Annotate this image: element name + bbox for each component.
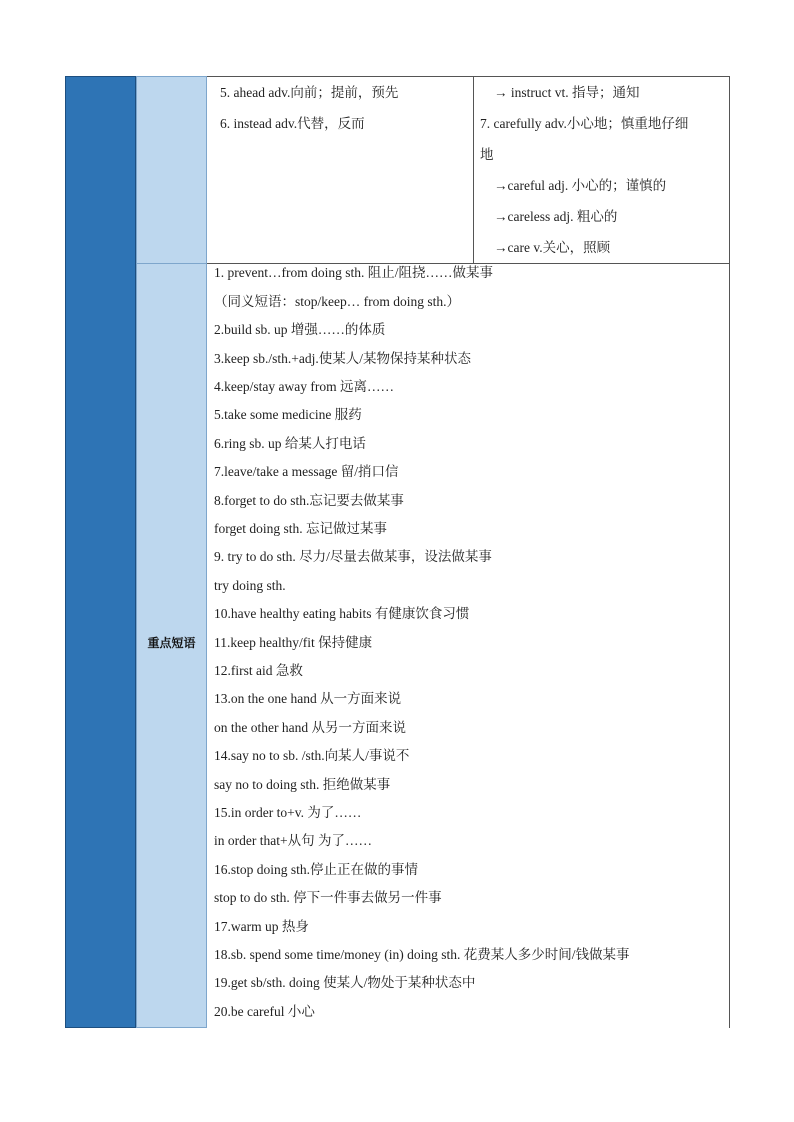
phrase-line: 8.forget to do sth.忘记要去做某事: [214, 493, 404, 508]
phrase-line: 9. try to do sth. 尽力/尽量去做某事，设法做某事: [214, 549, 492, 564]
phrase-line: say no to doing sth. 拒绝做某事: [214, 777, 391, 792]
phrase-line: 17.warm up 热身: [214, 919, 309, 934]
phrase-line: 14.say no to sb. /sth.向某人/事说不: [214, 748, 410, 763]
vocab-entry: 6. instead adv.代替，反而: [220, 116, 365, 131]
phrase-line: stop to do sth. 停下一件事去做另一件事: [214, 890, 442, 905]
phrase-line: （同义短语：stop/keep… from doing sth.）: [214, 294, 460, 309]
vocabulary-cell-left: [207, 77, 474, 263]
phrase-line: 18.sb. spend some time/money (in) doing sth. 花费某人多少时间/钱做某事: [214, 947, 630, 962]
key-phrases-row: [207, 264, 729, 1029]
vocab-entry: → instruct vt. 指导；通知: [494, 85, 640, 100]
phrase-line: in order that+从句 为了……: [214, 833, 372, 848]
vocab-entry: →careful adj. 小心的；谨慎的: [494, 178, 667, 193]
phrase-line: 6.ring sb. up 给某人打电话: [214, 436, 366, 451]
phrase-line: 5.take some medicine 服药: [214, 407, 362, 422]
phrase-line: 15.in order to+v. 为了……: [214, 805, 362, 820]
phrase-line: 7.leave/take a message 留/捎口信: [214, 464, 399, 479]
phrase-line: 19.get sb/sth. doing 使某人/物处于某种状态中: [214, 975, 476, 990]
vocab-entry: 5. ahead adv.向前；提前，预先: [220, 85, 399, 100]
section-color-bar: [65, 76, 136, 1028]
phrase-line: 3.keep sb./sth.+adj.使某人/某物保持某种状态: [214, 351, 471, 366]
phrase-line: 2.build sb. up 增强……的体质: [214, 322, 386, 337]
phrase-line: 11.keep healthy/fit 保持健康: [214, 635, 373, 650]
phrase-line: 1. prevent…from doing sth. 阻止/阻挠……做某事: [214, 265, 493, 280]
vocab-entry: 7. carefully adv.小心地；慎重地仔细: [480, 116, 689, 131]
section-label-column: [136, 76, 207, 1028]
vocab-entry: 地: [480, 147, 494, 162]
vocabulary-table: [65, 76, 730, 1028]
section-label: 重点短语: [147, 636, 196, 650]
phrase-line: try doing sth.: [214, 578, 286, 593]
table-content: [207, 76, 730, 1028]
vocab-entry: →careless adj. 粗心的: [494, 209, 618, 224]
phrase-line: 16.stop doing sth.停止正在做的事情: [214, 862, 419, 877]
phrase-line: 13.on the one hand 从一方面来说: [214, 691, 402, 706]
phrase-line: 10.have healthy eating habits 有健康饮食习惯: [214, 606, 470, 621]
vocab-entry: →care v.关心，照顾: [494, 240, 611, 255]
phrase-line: 20.be careful 小心: [214, 1004, 315, 1019]
vocabulary-row: [207, 77, 729, 264]
phrase-line: forget doing sth. 忘记做过某事: [214, 521, 387, 536]
phrase-line: 4.keep/stay away from 远离……: [214, 379, 394, 394]
row-divider: [137, 263, 206, 264]
phrase-line: 12.first aid 急救: [214, 663, 303, 678]
phrase-line: on the other hand 从另一方面来说: [214, 720, 406, 735]
vocabulary-cell-right: [474, 77, 730, 263]
